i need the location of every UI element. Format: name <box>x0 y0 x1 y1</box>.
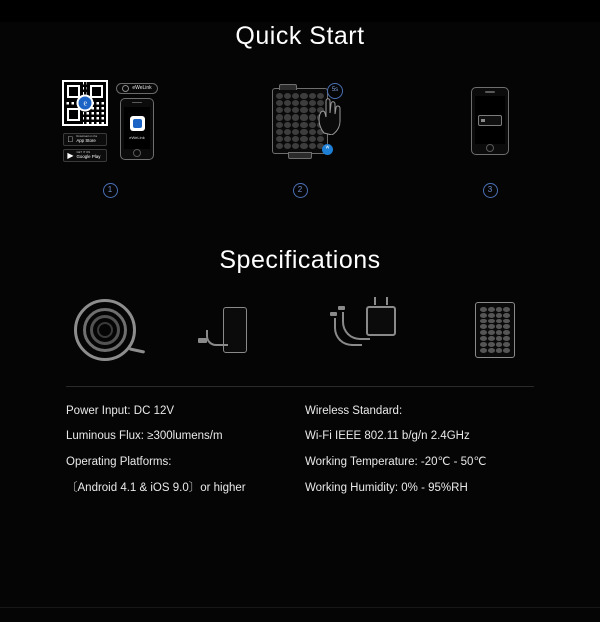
phone-speaker-icon <box>132 102 142 104</box>
phone-home-button-icon <box>133 149 141 157</box>
ewelink-app-icon <box>130 116 145 131</box>
controller-icon <box>223 307 247 353</box>
quick-start-step-1 <box>44 73 176 198</box>
led-strip-coil-icon <box>74 299 136 361</box>
led-strip-roll-art <box>62 292 148 368</box>
spec-operating-platforms-label: Operating Platforms: <box>66 456 172 469</box>
specifications-text <box>66 405 534 508</box>
google-play-badge[interactable] <box>63 149 107 162</box>
spec-working-humidity: Working Humidity: 0% - 95%RH <box>305 481 468 494</box>
phone-screen-step3 <box>475 96 505 144</box>
qr-code-icon <box>62 80 108 126</box>
phone-home-button-icon-3 <box>486 144 494 152</box>
app-store-badge[interactable] <box>63 133 107 146</box>
ewelink-app-name: eWeLink <box>129 134 145 140</box>
quick-start-step-2 <box>234 73 366 198</box>
spec-operating-platforms-value: 〔Android 4.1 & iOS 9.0〕or higher <box>66 481 246 494</box>
phone-mockup-step3 <box>471 87 509 155</box>
play-triangle-icon: ▶ <box>67 150 74 160</box>
ewelink-logo-icon <box>122 85 129 92</box>
device-connect-row <box>478 115 502 126</box>
phone-speaker-icon-3 <box>485 91 495 93</box>
step-1-artwork <box>62 73 157 169</box>
spec-wireless-standard-value: Wi-Fi IEEE 802.11 b/g/n 2.4GHz <box>305 430 470 443</box>
apple-icon <box>67 136 73 144</box>
device-bottom-connector <box>288 152 312 159</box>
page-title-quick-start: Quick Start <box>235 22 365 50</box>
specs-column-left <box>66 405 295 508</box>
led-panel-device <box>272 87 339 154</box>
spec-wireless-standard-label: Wireless Standard: <box>305 404 403 417</box>
power-adapter-icon <box>330 302 400 358</box>
spec-luminous-flux: Luminous Flux: ≥300lumens/m <box>66 430 223 443</box>
google-play-badge-line1: GET IT ON <box>76 151 91 154</box>
power-adapter-art <box>322 292 408 368</box>
specs-column-right <box>295 405 534 508</box>
page-bottom-bar <box>0 607 600 622</box>
step-2-artwork <box>272 73 339 169</box>
quick-start-steps <box>0 73 600 198</box>
controller-art <box>192 292 278 368</box>
spec-working-temperature: Working Temperature: -20℃ - 50℃ <box>305 456 487 469</box>
step-2-number: 2 <box>293 183 308 198</box>
app-store-badge-line2: App Store <box>70 137 90 143</box>
phone-mockup-step1 <box>120 98 154 160</box>
store-badges <box>63 133 107 162</box>
page-title-specifications: Specifications <box>219 246 381 274</box>
step-1-number: 1 <box>103 183 118 198</box>
wifi-icon: ᵂ <box>322 144 333 155</box>
step-3-number: 3 <box>483 183 498 198</box>
hand-pointer-icon <box>315 95 341 135</box>
qr-and-badges <box>62 80 108 162</box>
led-panel-icon <box>475 302 515 358</box>
phone-screen-step1 <box>124 107 150 149</box>
specifications-artwork-row <box>0 292 600 368</box>
hold-duration-badge: 5s <box>327 83 343 99</box>
google-play-badge-line2: Google Play <box>76 153 101 159</box>
qr-logo-letter: e <box>77 95 94 112</box>
ewelink-pill-label: eWeLink <box>132 85 152 91</box>
ewelink-app-pill <box>116 83 157 94</box>
step-3-artwork <box>471 73 509 169</box>
device-top-tab <box>279 84 297 90</box>
spec-power-input: Power Input: DC 12V <box>66 404 175 417</box>
app-store-badge-line1: Download on the <box>70 135 92 138</box>
quick-start-step-3 <box>424 73 556 198</box>
led-panel-art <box>452 292 538 368</box>
specs-divider <box>66 386 534 387</box>
product-info-page <box>0 22 600 622</box>
